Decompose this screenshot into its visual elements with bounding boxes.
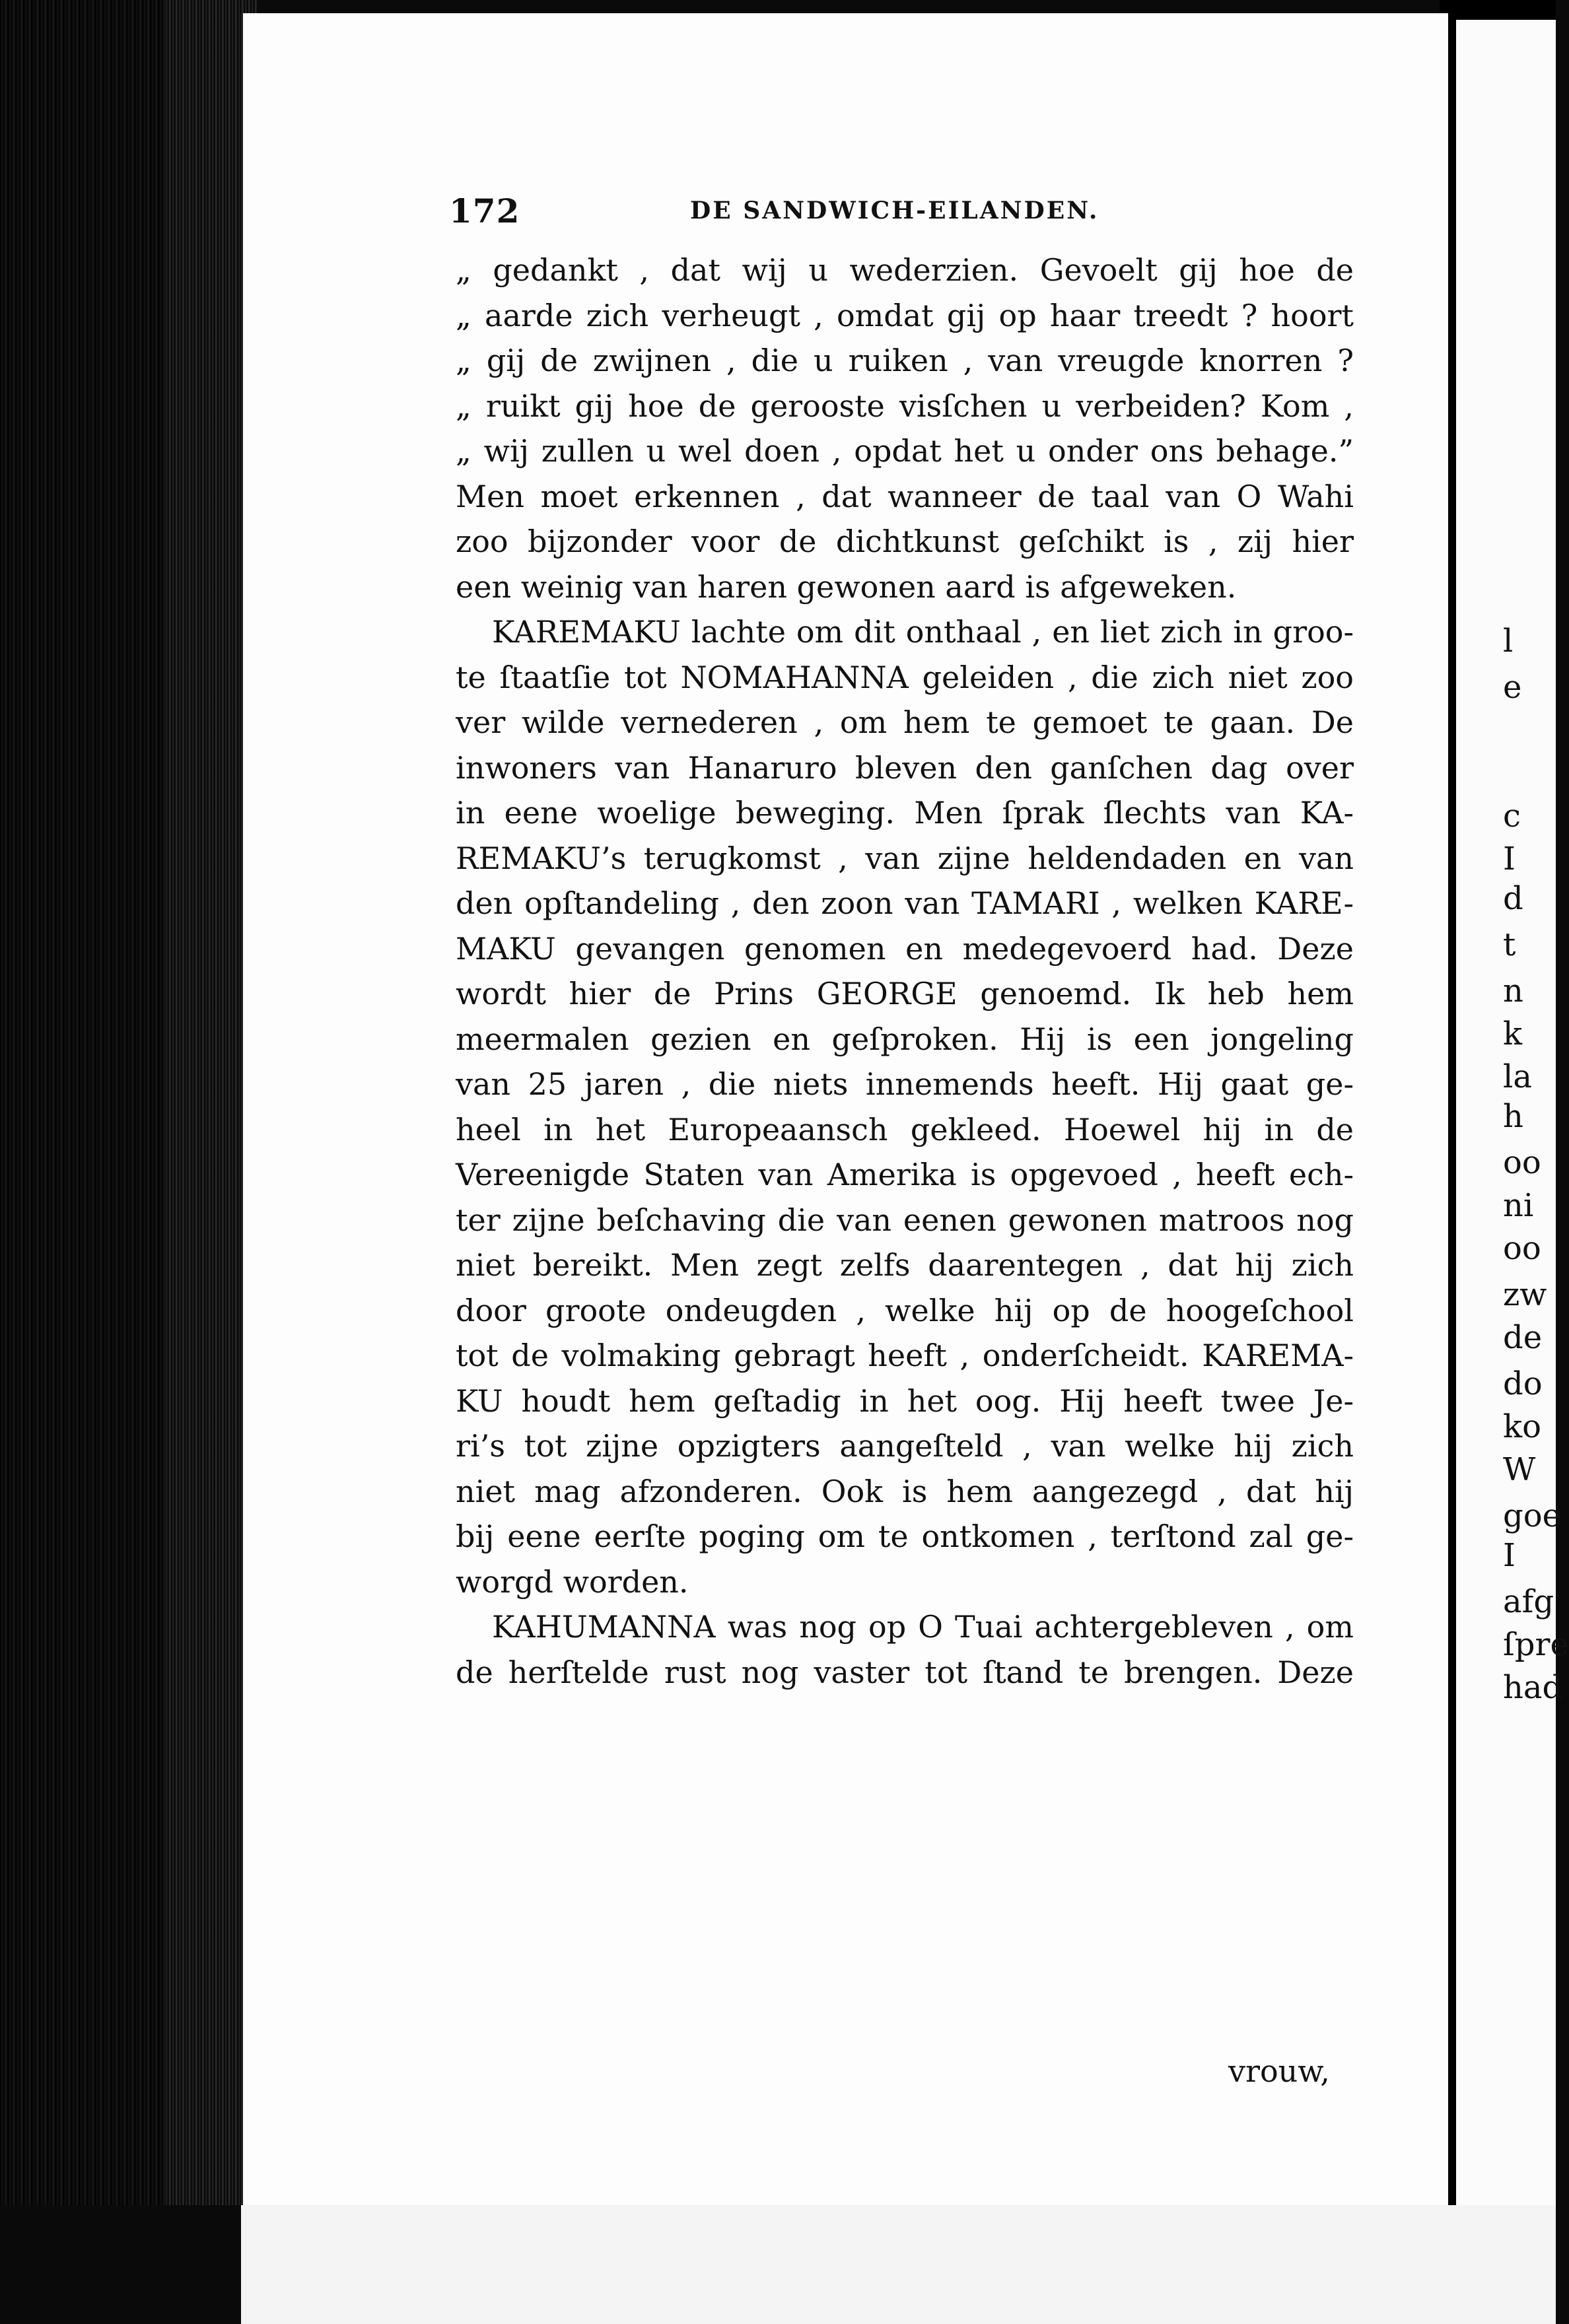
text-line: de herſtelde rust nog vaster tot ſtand te brengen. Deze <box>456 1654 1354 1690</box>
text-line: „ gedankt , dat wij u wederzien. Gevoelt gij hoe de <box>456 252 1354 288</box>
facing-page-fragment: oo <box>1503 1144 1541 1181</box>
facing-page-fragment: zw <box>1503 1276 1547 1313</box>
text-line: Vereenigde Staten van Amerika is opgevoed , heeft ech- <box>456 1157 1354 1192</box>
catchword: vrouw, <box>1228 2053 1330 2089</box>
text-line: KAREMAKU lachte om dit onthaal , en liet zich in groo- <box>492 614 1354 650</box>
text-line: „ wij zullen u wel doen , opdat het u onder ons behage.” <box>456 433 1354 469</box>
scan-margin-dark <box>0 2205 241 2324</box>
facing-page-fragment: I <box>1503 840 1516 877</box>
page-number: 172 <box>449 191 520 230</box>
text-line: KAHUMANNA was nog op O Tuai achtergebleven , om <box>492 1609 1354 1645</box>
text-line: te ſtaatſie tot NOMAHANNA geleiden , die zich niet zoo <box>456 659 1354 695</box>
text-line: worgd worden. <box>456 1563 689 1600</box>
facing-page-fragment: I <box>1503 1537 1516 1574</box>
text-line: „ ruikt gij hoe de gerooste visſchen u verbeiden? Kom , <box>456 388 1354 424</box>
text-line: in eene woelige beweging. Men ſprak ſlechts van KA- <box>456 795 1354 831</box>
text-line: „ aarde zich verheugt , omdat gij op haar treedt ? hoort <box>456 297 1354 333</box>
facing-page-fragment: d <box>1503 880 1523 917</box>
text-line: zoo bijzonder voor de dichtkunst geſchikt is , zij hier <box>456 524 1354 559</box>
text-line: ter zijne beſchaving die van eenen gewonen matroos nog <box>456 1202 1354 1238</box>
text-line: den opſtandeling , den zoon van TAMARI , welken KARE- <box>456 885 1354 921</box>
text-line: heel in het Europeaansch gekleed. Hoewel hij in de <box>456 1111 1354 1147</box>
text-line: KU houdt hem geſtadig in het oog. Hij heeft twee Je- <box>456 1383 1354 1419</box>
facing-page-fragment: W <box>1503 1451 1536 1488</box>
running-title: DE SANDWICH-EILANDEN. <box>690 197 1099 224</box>
facing-page-fragment: ko <box>1503 1408 1541 1445</box>
facing-page-fragment: had <box>1503 1669 1563 1706</box>
facing-page-fragment: e <box>1503 669 1522 706</box>
text-line: meermalen gezien en geſproken. Hij is een jongeling <box>456 1021 1354 1057</box>
text-line: REMAKU’s terugkomst , van zijne heldendaden en van <box>456 840 1354 876</box>
facing-page-fragment: oo <box>1503 1230 1541 1267</box>
text-line: een weinig van haren gewonen aard is afgeweken. <box>456 568 1237 605</box>
facing-page-fragment: la <box>1503 1058 1532 1095</box>
text-line: door groote ondeugden , welke hij op de hoogeſchool <box>456 1292 1354 1328</box>
text-line: ver wilde vernederen , om hem te gemoet te gaan. De <box>456 704 1354 740</box>
facing-page-fragment: k <box>1503 1015 1523 1052</box>
text-line: Men moet erkennen , dat wanneer de taal van O Wahi <box>456 478 1354 514</box>
facing-page-fragment: l <box>1503 623 1514 660</box>
facing-page-fragment: de <box>1503 1319 1543 1356</box>
text-line: van 25 jaren , die niets innemends heeft. Hij gaat ge- <box>456 1066 1354 1102</box>
facing-page-fragment: afg <box>1503 1583 1554 1620</box>
text-line: bij eene eerſte poging om te ontkomen , terſtond zal ge- <box>456 1519 1354 1554</box>
text-line: ri’s tot zijne opzigters aangeſteld , van welke hij zich <box>456 1428 1354 1464</box>
body-text <box>456 248 1354 1695</box>
facing-page-fragment: h <box>1503 1098 1523 1135</box>
facing-page-fragment: n <box>1503 973 1523 1009</box>
facing-page-fragment: ſpre <box>1503 1626 1569 1663</box>
facing-page-fragment: goe <box>1503 1497 1562 1534</box>
text-line: niet bereikt. Men zegt zelfs daarentegen , dat hij zich <box>456 1247 1354 1283</box>
facing-page-fragment: ni <box>1503 1187 1534 1224</box>
facing-page-fragment: c <box>1503 798 1521 835</box>
facing-page-fragment: t <box>1503 926 1516 963</box>
facing-page-fragment: do <box>1503 1365 1543 1402</box>
text-line: „ gij de zwijnen , die u ruiken , van vreugde knorren ? <box>456 343 1354 378</box>
text-line: MAKU gevangen genomen en medegevoerd had. Deze <box>456 930 1354 967</box>
page-header <box>449 191 1354 238</box>
text-line: tot de volmaking gebragt heeft , onderſcheidt. KAREMA- <box>456 1338 1354 1373</box>
text-line: inwoners van Hanaruro bleven den ganſchen dag over <box>456 749 1354 786</box>
text-line: niet mag afzonderen. Ook is hem aangezegd , dat hij <box>456 1473 1354 1509</box>
text-line: wordt hier de Prins GEORGE genoemd. Ik heb hem <box>456 976 1354 1011</box>
